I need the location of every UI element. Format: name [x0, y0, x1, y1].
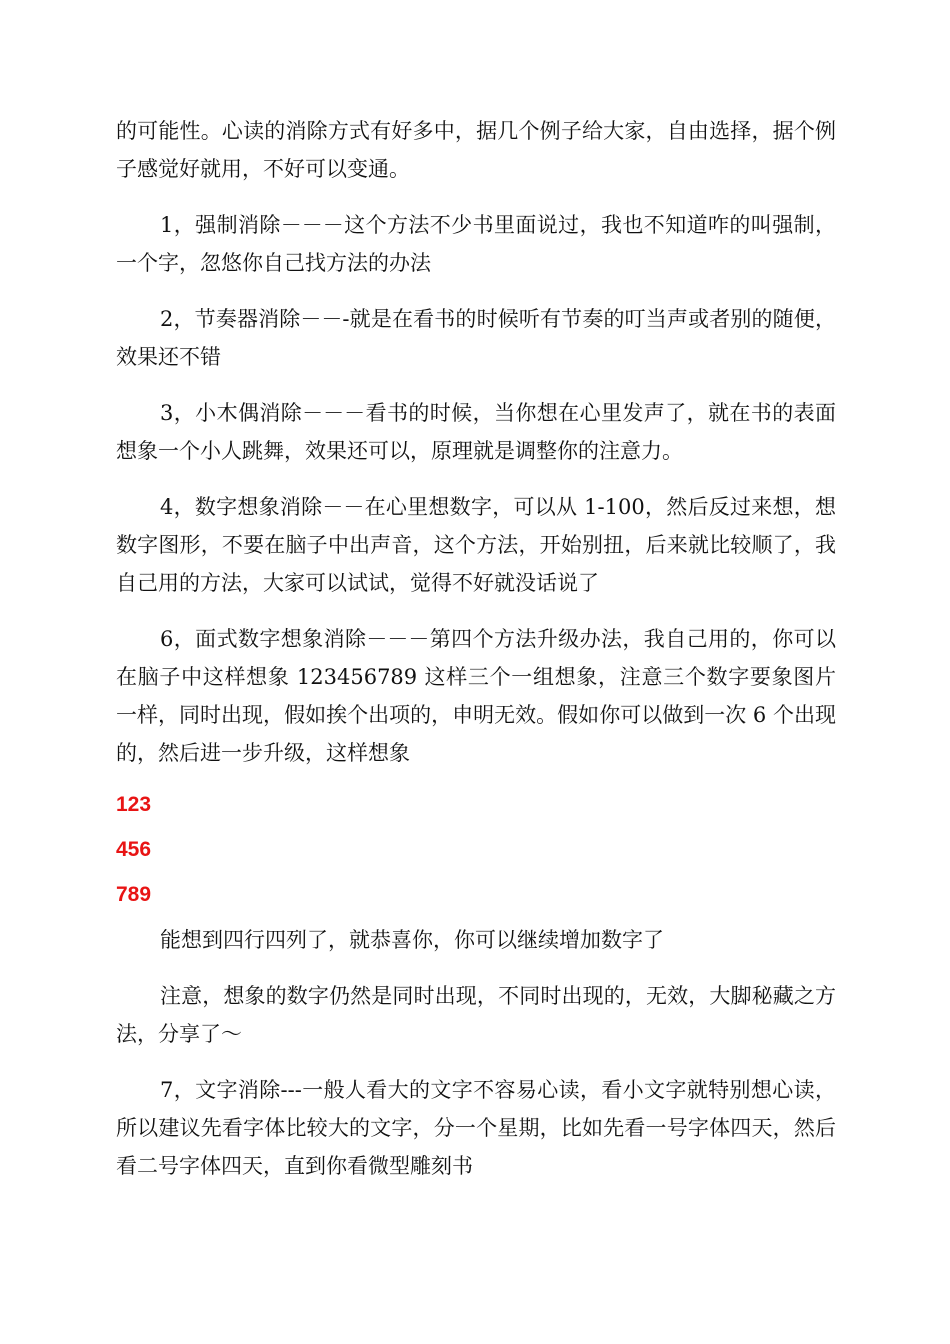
- paragraph-intro: 的可能性。心读的消除方式有好多中，据几个例子给大家，自由选择，据个例子感觉好就用，不好可以变通。: [116, 119, 836, 181]
- number-grid-row-3: 789: [116, 883, 152, 906]
- paragraph-note: 注意，想象的数字仍然是同时出现，不同时出现的，无效，大脚秘藏之方法，分享了～: [116, 984, 836, 1046]
- document-body: [116, 112, 836, 1203]
- paragraph-method-7: 7，文字消除---一般人看大的文字不容易心读，看小文字就特别想心读，所以建议先看字体比较大的文字，分一个星期，比如先看一号字体四天，然后看二号字体四天，直到你看微型雕刻书: [116, 1078, 836, 1178]
- paragraph-method-1: 1，强制消除－－－这个方法不少书里面说过，我也不知道咋的叫强制，一个字，忽悠你自己找方法的办法: [116, 213, 836, 275]
- paragraph-method-6: 6，面式数字想象消除－－－第四个方法升级办法，我自己用的，你可以在脑子中这样想象 123456789 这样三个一组想象，注意三个数字要象图片一样，同时出现，假如挨个出项的，申明无效。假如你可以做到一次 6 个出现的，然后进一步升级，这样想象: [116, 627, 836, 765]
- number-grid-row-1: 123: [116, 793, 152, 816]
- number-grid-row-2: 456: [116, 838, 152, 861]
- number-grid: [116, 790, 836, 910]
- paragraph-method-2: 2，节奏器消除－－-就是在看书的时候听有节奏的叮当声或者别的随便，效果还不错: [116, 307, 836, 369]
- paragraph-congrats: 能想到四行四列了，就恭喜你，你可以继续增加数字了: [160, 928, 664, 952]
- paragraph-method-3: 3，小木偶消除－－－看书的时候，当你想在心里发声了，就在书的表面想象一个小人跳舞，效果还可以，原理就是调整你的注意力。: [116, 401, 836, 463]
- paragraph-method-4: 4，数字想象消除－－在心里想数字，可以从 1-100，然后反过来想，想数字图形，不要在脑子中出声音，这个方法，开始别扭，后来就比较顺了，我自己用的方法，大家可以试试，觉得不好就没话说了: [116, 495, 836, 595]
